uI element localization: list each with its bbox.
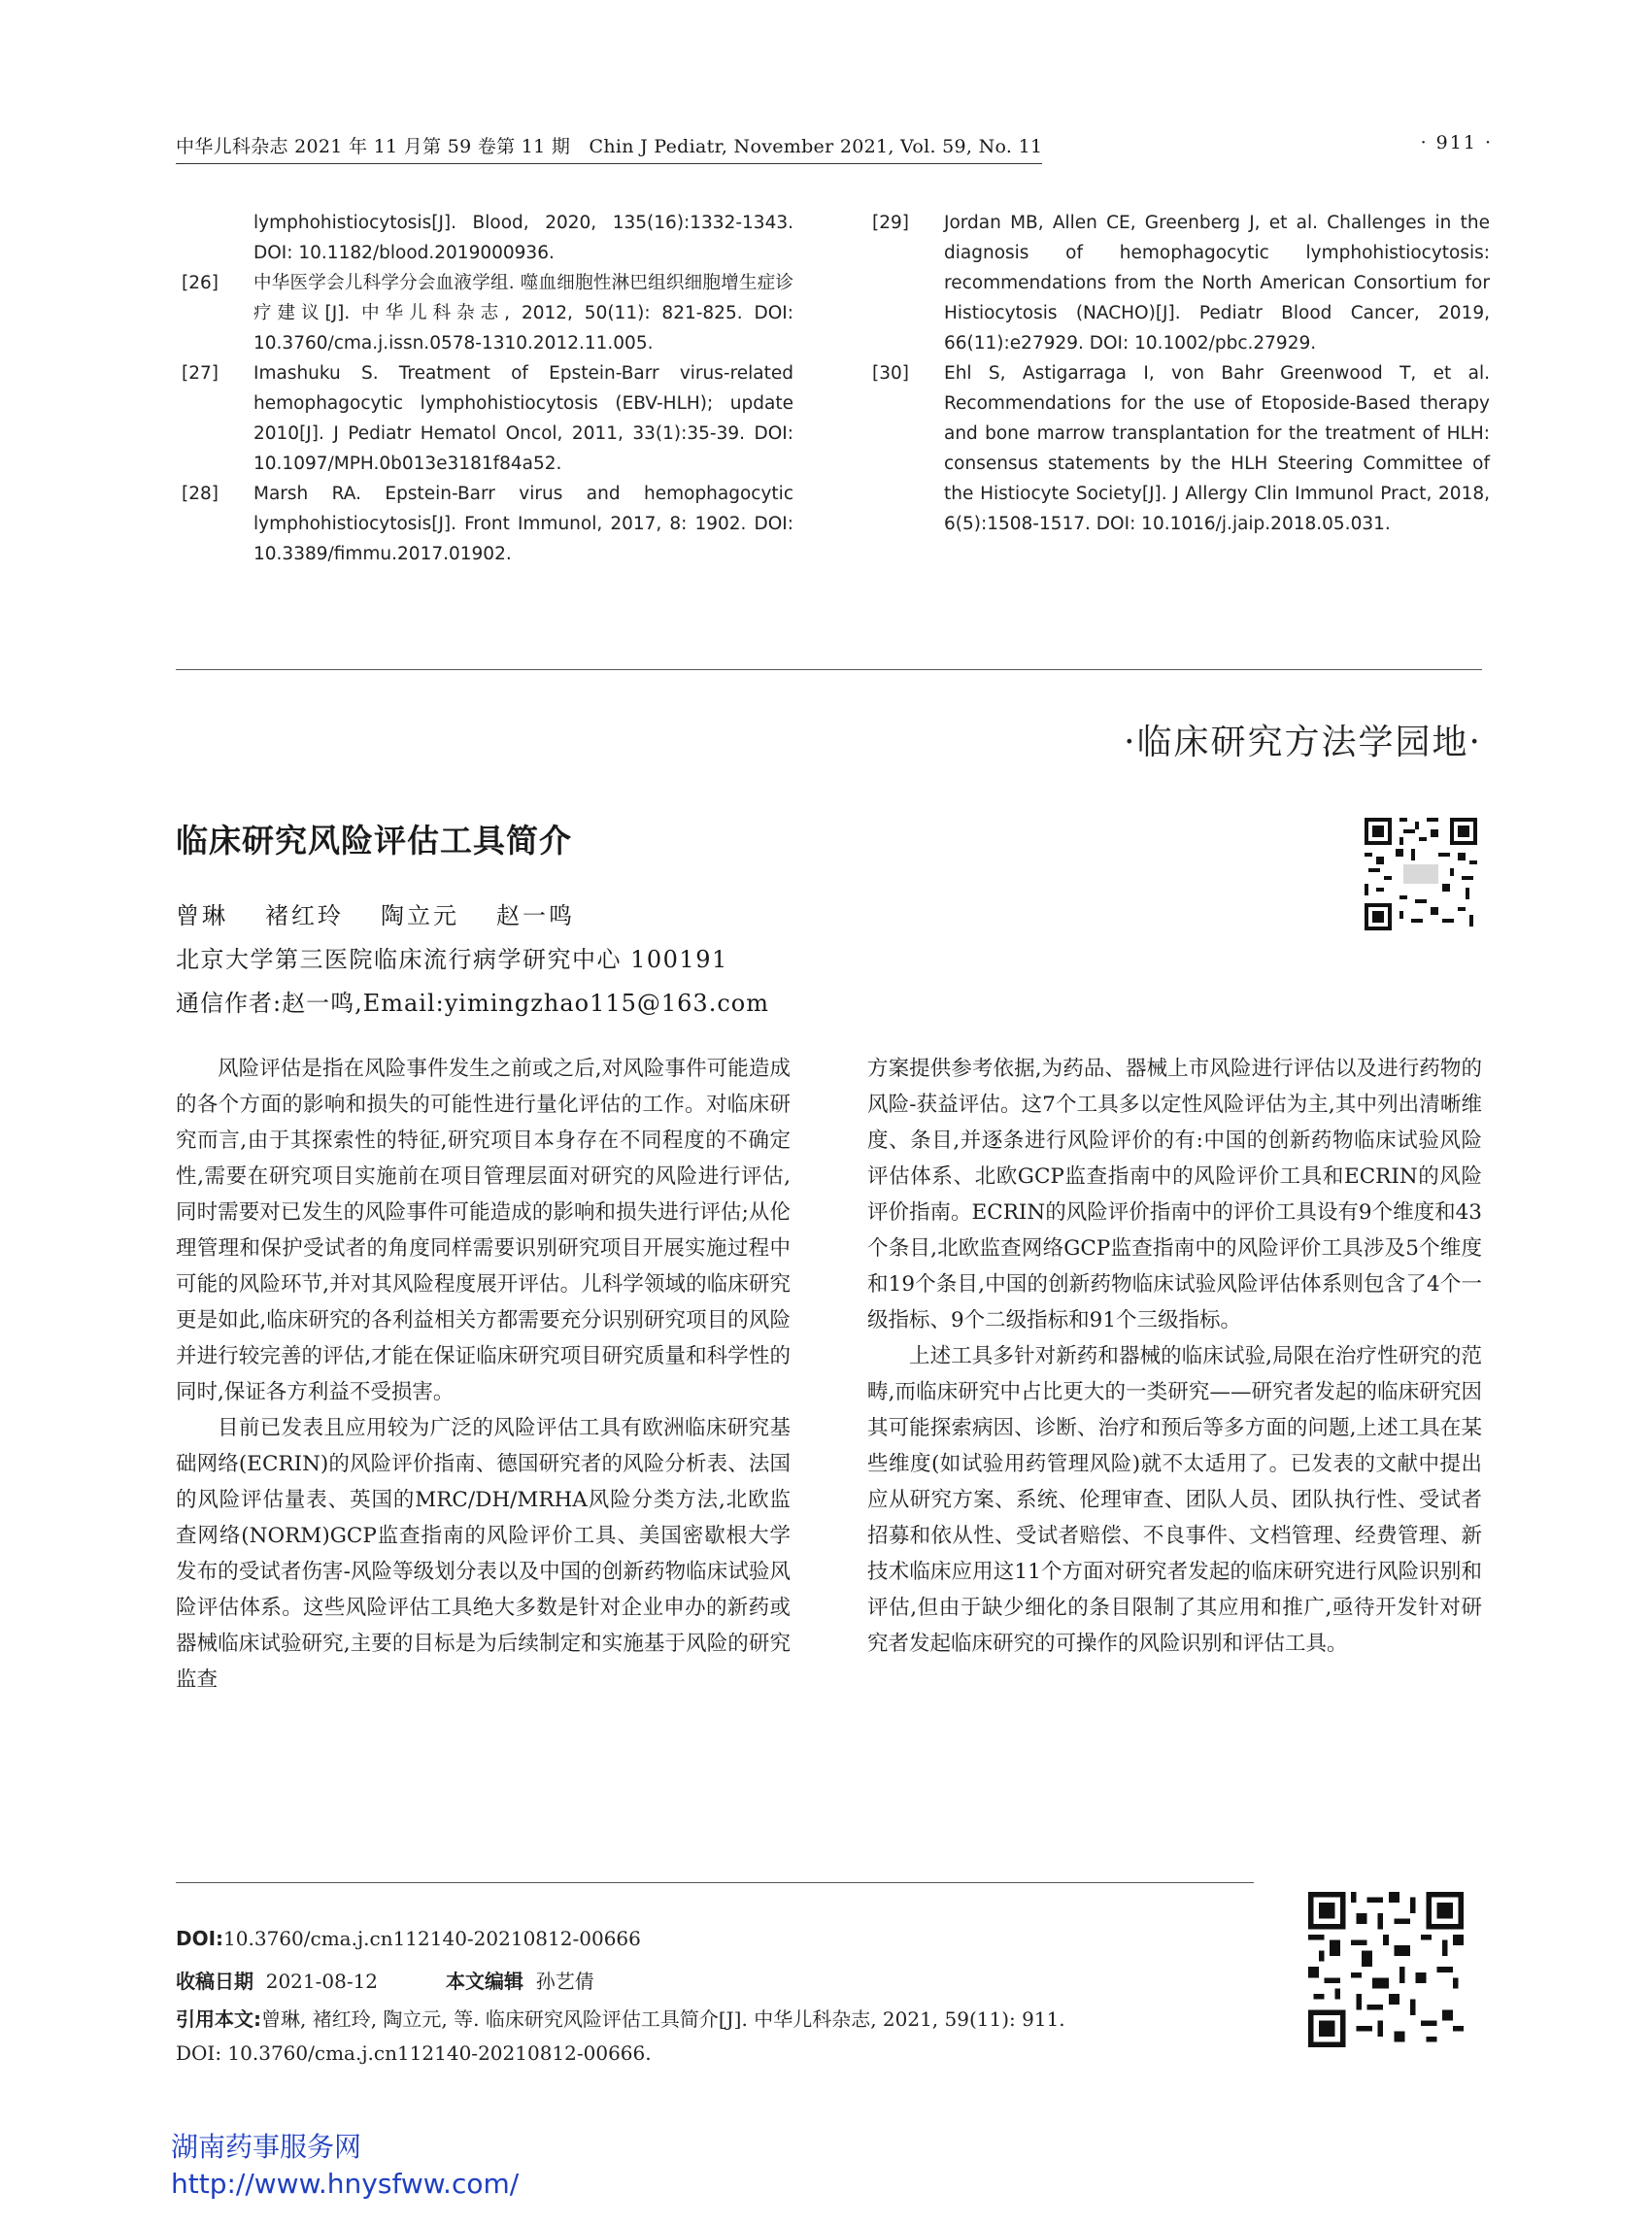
column-name: ·临床研究方法学园地· xyxy=(1124,723,1482,762)
reference-number: [26] xyxy=(182,273,219,293)
body-paragraph: 目前已发表且应用较为广泛的风险评估工具有欧洲临床研究基础网络(ECRIN)的风险评价指南、德国研究者的风险分析表、法国的风险评估量表、英国的MRC/DH/MRHA风险分类方法,北欧监查网络(NORM)GCP监查指南的风险评价工具、美国密歇根大学发布的受试者伤害-风险等级划分表以及中国的创新药物临床试验风险评估体系。这些风险评估工具绝大多数是针对企业申办的新药或器械临床试验研究,主要的目标是为后续制定和实施基于风险的研究监查 xyxy=(176,1416,791,1692)
reference-list-left xyxy=(182,208,793,569)
received-label: 收稿日期 xyxy=(176,1970,253,1993)
reference-item xyxy=(182,358,793,479)
cite-text: 曾琳, 褚红玲, 陶立元, 等. 临床研究风险评估工具简介[J]. 中华儿科杂志, 2021, 59(11): 911. xyxy=(261,2007,1065,2031)
reference-text: 中华医学会儿科学分会血液学组. 噬血细胞性淋巴组织细胞增生症诊疗建议[J]. 中华儿科杂志, 2012, 50(11): 821-825. DOI: 10.3760/cma.j.issn.0578-1310.2012.11.005. xyxy=(253,273,793,354)
cite-label: 引用本文: xyxy=(176,2007,261,2031)
citation-line xyxy=(176,2004,1065,2032)
reference-item xyxy=(182,479,793,569)
watermark-url: http://www.hnysfww.com/ xyxy=(171,2168,520,2200)
watermark-name: 湖南药事服务网 xyxy=(171,2131,362,2163)
reference-item xyxy=(182,208,793,268)
affiliation: 北京大学第三医院临床流行病学研究中心 100191 xyxy=(176,946,728,973)
watermark xyxy=(171,2129,519,2203)
reference-list-right xyxy=(872,208,1490,539)
author-name: 陶立元 xyxy=(381,902,459,929)
body-column-right xyxy=(867,1051,1482,1662)
body-column-left xyxy=(176,1051,791,1698)
body-paragraph: 方案提供参考依据,为药品、器械上市风险进行评估以及进行药物的风险-获益评估。这7个工具多以定性风险评估为主,其中列出清晰维度、条目,并逐条进行风险评价的有:中国的创新药物临床试验风险评估体系、北欧GCP监查指南中的风险评价工具和ECRIN的风险评价指南。ECRIN的风险评价指南中的评价工具设有9个维度和43个条目,北欧监查网络GCP监查指南中的风险评价工具涉及5个维度和19个条目,中国的创新药物临床试验风险评估体系则包含了4个一级指标、9个二级指标和91个三级指标。 xyxy=(867,1057,1482,1332)
qr-code-icon xyxy=(1365,818,1477,930)
reference-text: Marsh RA. Epstein-Barr virus and hemophagocytic lymphohistiocytosis[J]. Front Immunol, 2017, 8: 1902. DOI: 10.3389/fimmu.2017.01902. xyxy=(253,484,793,564)
reference-item xyxy=(872,358,1490,539)
page-number: · 911 · xyxy=(1420,132,1493,153)
reference-number: [27] xyxy=(182,363,219,384)
reference-item xyxy=(182,268,793,358)
reference-text: Jordan MB, Allen CE, Greenberg J, et al. Challenges in the diagnosis of hemophagocytic lymphohistiocytosis: recommendations from the North American Consortium for Histiocytosis (NACHO)[J]. Pediatr Blood Cancer, 2019, 66(11):e27929. DOI: 10.1002/pbc.27929. xyxy=(944,213,1490,354)
reference-number: [29] xyxy=(872,213,909,233)
reference-number: [28] xyxy=(182,484,219,504)
reference-text: Imashuku S. Treatment of Epstein-Barr virus-related hemophagocytic lymphohistiocytosis (EBV-HLH); update 2010[J]. J Pediatr Hematol Oncol, 2011, 33(1):35-39. DOI: 10.1097/MPH.0b013e3181f84a52. xyxy=(253,363,793,474)
doi-label: DOI: xyxy=(176,1927,224,1950)
editor-label: 本文编辑 xyxy=(446,1970,524,1993)
reference-number: [30] xyxy=(872,363,909,384)
body-paragraph: 风险评估是指在风险事件发生之前或之后,对风险事件可能造成的各个方面的影响和损失的可能性进行量化评估的工作。对临床研究而言,由于其探索性的特征,研究项目本身存在不同程度的不确定性,需要在研究项目实施前在项目管理层面对研究的风险进行评估,同时需要对已发生的风险事件可能造成的影响和损失进行评估;从伦理管理和保护受试者的角度同样需要识别研究项目开展实施过程中可能的风险环节,并对其风险程度展开评估。儿科学领域的临床研究更是如此,临床研究的各利益相关方都需要充分识别研究项目的风险并进行较完善的评估,才能在保证临床研究项目研究质量和科学性的同时,保证各方利益不受损害。 xyxy=(176,1057,791,1404)
journal-info: 中华儿科杂志 2021 年 11 月第 59 卷第 11 期 Chin J Pediatr, November 2021, Vol. 59, No. 11 xyxy=(176,132,1042,164)
qr-code-icon xyxy=(1308,1892,1464,2047)
citation-doi: DOI: 10.3760/cma.j.cn112140-20210812-00666. xyxy=(176,2041,652,2065)
reference-item xyxy=(872,208,1490,358)
running-header xyxy=(176,132,1493,161)
author-name: 赵一鸣 xyxy=(496,902,575,929)
date-editor-line xyxy=(176,1966,594,1994)
author-name: 曾琳 xyxy=(176,902,228,929)
reference-text: Ehl S, Astigarraga I, von Bahr Greenwood T, et al. Recommendations for the use of Etoposide-Based therapy and bone marrow transplantation for the treatment of HLH: consensus statements by the HLH Steering Committee of the Histiocyte Society[J]. J Allergy Clin Immunol Pract, 2018, 6(5):1508-1517. DOI: 10.1016/j.jaip.2018.05.031. xyxy=(944,363,1490,534)
author-list xyxy=(176,896,612,930)
reference-text: lymphohistiocytosis[J]. Blood, 2020, 135(16):1332-1343. DOI: 10.1182/blood.2019000936. xyxy=(253,213,793,263)
section-divider xyxy=(176,669,1482,670)
article-title: 临床研究风险评估工具简介 xyxy=(176,822,572,860)
footnote-divider xyxy=(176,1882,1254,1883)
doi-line xyxy=(176,1927,641,1950)
author-name: 褚红玲 xyxy=(265,902,344,929)
received-date: 2021-08-12 xyxy=(265,1970,379,1993)
corresponding-author: 通信作者:赵一鸣,Email:yimingzhao115@163.com xyxy=(176,990,769,1017)
editor-name: 孙艺倩 xyxy=(535,1970,594,1993)
doi-value: 10.3760/cma.j.cn112140-20210812-00666 xyxy=(223,1927,641,1950)
body-paragraph: 上述工具多针对新药和器械的临床试验,局限在治疗性研究的范畴,而临床研究中占比更大的一类研究——研究者发起的临床研究因其可能探索病因、诊断、治疗和预后等多方面的问题,上述工具在某些维度(如试验用药管理风险)就不太适用了。已发表的文献中提出应从研究方案、系统、伦理审查、团队人员、团队执行性、受试者招募和依从性、受试者赔偿、不良事件、文档管理、经费管理、新技术临床应用这11个方面对研究者发起的临床研究进行风险识别和评估,但由于缺少细化的条目限制了其应用和推广,亟待开发针对研究者发起临床研究的可操作的风险识别和评估工具。 xyxy=(867,1344,1482,1656)
